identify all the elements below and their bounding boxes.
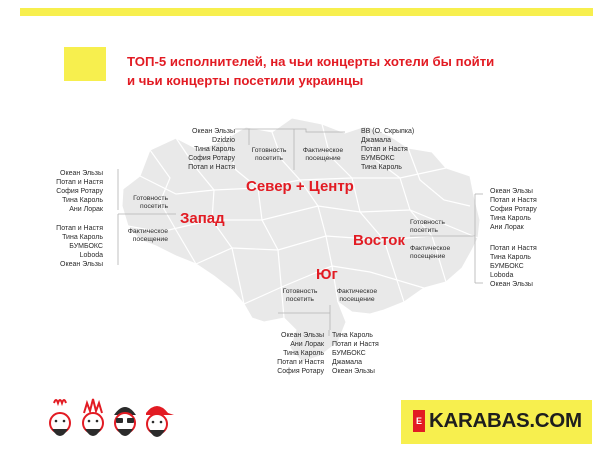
list-item: БУМБОКС (361, 154, 395, 162)
list-item: Потап и Настя (277, 358, 324, 366)
list-item: Океан Эльзы (60, 260, 103, 268)
list-item: БУМБОКС (490, 262, 524, 270)
west-actual-list (56, 225, 103, 270)
west-ready-category: Готовность посетить (133, 195, 168, 211)
list-item: Потап и Настя (361, 145, 408, 153)
list-item: Loboda (79, 251, 103, 259)
list-item: Тина Кароль (361, 163, 402, 171)
person-spiky-hair-icon (83, 399, 103, 436)
list-item: Океан Эльзы (60, 170, 103, 177)
title-line-1: ТОП-5 исполнителей, на чьи концерты хотели бы пойти (127, 54, 495, 69)
list-item: Океан Эльзы (281, 332, 324, 339)
list-item: Тина Кароль (194, 145, 235, 153)
list-item: Океан Эльзы (490, 280, 533, 288)
list-item: Потап и Настя (56, 225, 103, 232)
north-center-actual-category: Фактическое посещение (302, 147, 344, 163)
list-item: БУМБОКС (332, 349, 366, 357)
list-item: Потап и Настя (490, 245, 537, 252)
list-item: Потап и Настя (188, 163, 235, 171)
list-item: Потап и Настя (332, 340, 379, 348)
list-item: Ани Лорак (69, 205, 103, 213)
title-line-2: и чьи концерты посетили украинцы (127, 73, 364, 88)
list-item: Океан Эльзы (490, 188, 533, 195)
south-actual-category: Фактическое посещение (336, 288, 378, 304)
list-item: София Ротару (277, 367, 324, 375)
list-item: Джамала (332, 358, 362, 366)
west-ready-list (56, 170, 103, 215)
list-item: Тина Кароль (62, 233, 103, 241)
east-actual-category: Фактическое посещение (410, 245, 451, 261)
list-item: Тина Кароль (283, 349, 324, 357)
karabas-logo-text: KARABAS.COM (429, 409, 582, 432)
north-center-ready-list (188, 128, 235, 173)
west-actual-category: Фактическое посещение (127, 228, 168, 244)
east-ready-category: Готовность посетить (410, 219, 445, 235)
list-item: София Ротару (490, 205, 537, 213)
person-glasses-icon (114, 407, 136, 436)
list-item: Океан Эльзы (332, 367, 375, 375)
list-item: Тина Кароль (490, 214, 531, 222)
list-item: Тина Кароль (332, 332, 373, 339)
list-item: ВВ (О. Скрыпка) (361, 128, 415, 135)
east-ready-list (490, 188, 537, 233)
south-ready-list (277, 332, 324, 377)
north-center-ready-category: Готовность посетить (251, 147, 287, 163)
region-label-east: Восток (353, 232, 405, 249)
east-actual-list (490, 245, 537, 290)
karabas-logo-mark: E (413, 410, 425, 432)
list-item: София Ротару (188, 154, 235, 162)
person-cap-icon (146, 406, 174, 437)
list-item: Потап и Настя (56, 178, 103, 186)
list-item: Ани Лорак (290, 340, 324, 348)
region-label-south: Юг (316, 266, 338, 283)
region-label-north-center: Север + Центр (246, 178, 354, 195)
south-actual-list (332, 332, 379, 377)
north-center-actual-list (361, 128, 414, 173)
list-item: БУМБОКС (69, 242, 103, 250)
list-item: Тина Кароль (490, 253, 531, 261)
list-item: Ани Лорак (490, 223, 524, 231)
south-ready-category: Готовность посетить (282, 288, 318, 304)
list-item: Dzidzio (212, 136, 235, 144)
list-item: София Ротару (56, 187, 103, 195)
person-flame-icon (50, 400, 70, 436)
artist-faces-illustration (46, 397, 176, 445)
list-item: Тина Кароль (62, 196, 103, 204)
list-item: Океан Эльзы (192, 128, 235, 135)
list-item: Джамала (361, 136, 391, 144)
region-label-west: Запад (180, 210, 225, 227)
list-item: Потап и Настя (490, 196, 537, 204)
list-item: Loboda (490, 271, 514, 279)
